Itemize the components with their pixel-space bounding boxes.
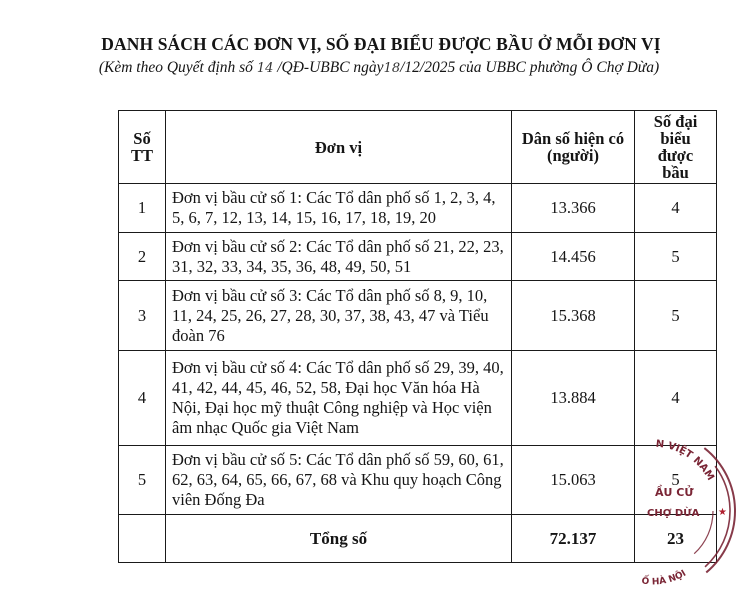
table-header-row xyxy=(119,111,717,184)
row-dan-so: 13.884 xyxy=(512,351,635,446)
row-dan-so: 15.063 xyxy=(512,446,635,515)
header-stt: Số TT xyxy=(119,111,166,184)
document-subtitle xyxy=(0,59,740,77)
subtitle-suffix: /12/2025 của UBBC phường Ô Chợ Dừa) xyxy=(400,59,660,76)
table-row xyxy=(119,351,717,446)
row-don-vi: Đơn vị bầu cử số 3: Các Tổ dân phố số 8, 9, 10, 11, 24, 25, 26, 27, 28, 30, 37, 38, 43, 47 và Tiểu đoàn 76 xyxy=(166,281,512,351)
row-stt: 3 xyxy=(119,281,166,351)
total-dan-so: 72.137 xyxy=(512,515,635,563)
handwritten-day: 18 xyxy=(383,61,401,76)
row-don-vi: Đơn vị bầu cử số 5: Các Tổ dân phố số 59, 60, 61, 62, 63, 64, 65, 66, 67, 68 và Khu quy hoạch Công viên Đống Đa xyxy=(166,446,512,515)
svg-text:CHỢ DỪA: CHỢ DỪA xyxy=(647,508,700,519)
row-so-dai-bieu: 5 xyxy=(635,281,717,351)
row-so-dai-bieu: 4 xyxy=(635,184,717,233)
table-row xyxy=(119,184,717,233)
electoral-units-table xyxy=(118,110,717,563)
svg-text:★: ★ xyxy=(718,507,727,518)
table-total-row xyxy=(119,515,717,563)
row-stt: 1 xyxy=(119,184,166,233)
row-so-dai-bieu: 5 xyxy=(635,233,717,281)
subtitle-mid: /QĐ-UBBC ngày xyxy=(273,59,384,76)
row-don-vi: Đơn vị bầu cử số 4: Các Tổ dân phố số 29, 39, 40, 41, 42, 44, 45, 46, 52, 58, Đại học Văn hóa Hà Nội, Đại học mỹ thuật Công nghiệp và Học viện âm nhạc Quốc gia Việt Nam xyxy=(166,351,512,446)
row-stt: 4 xyxy=(119,351,166,446)
row-don-vi: Đơn vị bầu cử số 2: Các Tổ dân phố số 21, 22, 23, 31, 32, 33, 34, 35, 36, 48, 49, 50, 51 xyxy=(166,233,512,281)
row-stt: 5 xyxy=(119,446,166,515)
row-don-vi: Đơn vị bầu cử số 1: Các Tổ dân phố số 1, 2, 3, 4, 5, 6, 7, 12, 13, 14, 15, 16, 17, 18, 19, 20 xyxy=(166,184,512,233)
svg-text:N VIỆT NAM: N VIỆT NAM xyxy=(655,438,716,483)
header-don-vi: Đơn vị xyxy=(166,111,512,184)
total-so-dai-bieu: 23 xyxy=(635,515,717,563)
total-stt-empty xyxy=(119,515,166,563)
document-title: DANH SÁCH CÁC ĐƠN VỊ, SỐ ĐẠI BIỂU ĐƯỢC BẦU Ở MỖI ĐƠN VỊ xyxy=(101,34,661,54)
row-so-dai-bieu: 4 xyxy=(635,351,717,446)
header-dan-so: Dân số hiện có (người) xyxy=(512,111,635,184)
svg-text:Ố HÀ NỘI: Ố HÀ NỘI xyxy=(640,568,689,588)
row-dan-so: 15.368 xyxy=(512,281,635,351)
header-so-dai-bieu: Số đại biểu được bầu xyxy=(635,111,717,184)
svg-text:ẦU CỬ: ẦU CỬ xyxy=(655,486,694,499)
row-dan-so: 14.456 xyxy=(512,233,635,281)
row-so-dai-bieu: 5 xyxy=(635,446,717,515)
table-row xyxy=(119,446,717,515)
row-stt: 2 xyxy=(119,233,166,281)
row-dan-so: 13.366 xyxy=(512,184,635,233)
subtitle-prefix: (Kèm theo Quyết định số xyxy=(98,59,257,76)
handwritten-decision-number: 14 xyxy=(256,61,274,76)
table-row xyxy=(119,233,717,281)
total-label: Tổng số xyxy=(166,515,512,563)
table-row xyxy=(119,281,717,351)
